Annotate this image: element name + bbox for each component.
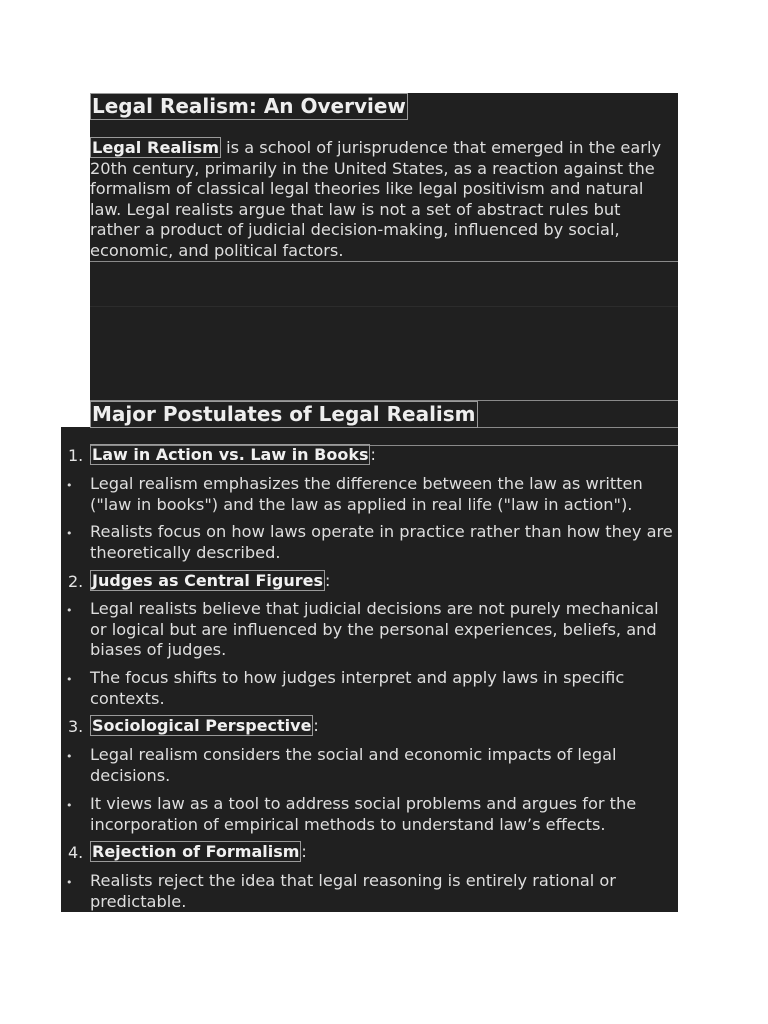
- heading-colon: :: [313, 716, 319, 735]
- intro-term: Legal Realism: [92, 138, 219, 157]
- list-item: The focus shifts to how judges interpret and apply laws in specific contexts.: [90, 668, 625, 708]
- postulate-heading-line: [90, 571, 330, 591]
- heading-colon: :: [301, 842, 307, 861]
- divider-rule: [90, 261, 678, 262]
- list-item: Realists focus on how laws operate in practice rather than how they are theoretically described.: [90, 522, 673, 562]
- divider-rule: [90, 306, 678, 307]
- bullet-icon: •: [66, 799, 73, 812]
- list-item: It views law as a tool to address social problems and argues for the incorporation of empirical methods to understand law’s effects.: [90, 794, 637, 834]
- bullet-icon: •: [66, 604, 73, 617]
- section-heading: Major Postulates of Legal Realism: [92, 402, 476, 426]
- bullet-icon: •: [66, 673, 73, 686]
- postulate-heading-line: [90, 716, 319, 736]
- postulate-heading-line: [90, 842, 307, 862]
- list-item: Legal realists believe that judicial decisions are not purely mechanical or logical but are influenced by the personal experiences, beliefs, and biases of judges.: [90, 599, 659, 659]
- heading-colon: :: [370, 445, 376, 464]
- postulate-heading: Sociological Perspective: [92, 716, 312, 735]
- list-number: 1.: [68, 446, 84, 465]
- postulate-heading: Judges as Central Figures: [92, 571, 323, 590]
- list-item: Legal realism considers the social and economic impacts of legal decisions.: [90, 745, 617, 785]
- bullet-icon: •: [66, 527, 73, 540]
- postulate-heading: Law in Action vs. Law in Books: [92, 445, 369, 464]
- postulate-heading-line: [90, 445, 376, 465]
- list-number: 3.: [68, 717, 84, 736]
- intro-paragraph: [90, 138, 675, 261]
- list-number: 2.: [68, 572, 84, 591]
- intro-text: is a school of jurisprudence that emerged in the early 20th century, primarily in the United States, as a reaction against the formalism of classical legal theories like legal positivism and natural law. Legal realists argue that law is not a set of abstract rules but rather a product of judicial decision-making, influenced by social, economic, and political factors.: [90, 138, 662, 260]
- bullet-icon: •: [66, 479, 73, 492]
- page-title: Legal Realism: An Overview: [92, 94, 406, 118]
- bullet-icon: •: [66, 876, 73, 889]
- list-item: Realists reject the idea that legal reasoning is entirely rational or predictable.: [90, 871, 616, 911]
- heading-colon: :: [324, 571, 331, 590]
- bullet-icon: •: [66, 750, 73, 763]
- list-number: 4.: [68, 843, 84, 862]
- postulate-heading: Rejection of Formalism: [92, 842, 300, 861]
- list-item: Legal realism emphasizes the difference between the law as written ("law in books") and the law as applied in real life ("law in action").: [90, 474, 643, 514]
